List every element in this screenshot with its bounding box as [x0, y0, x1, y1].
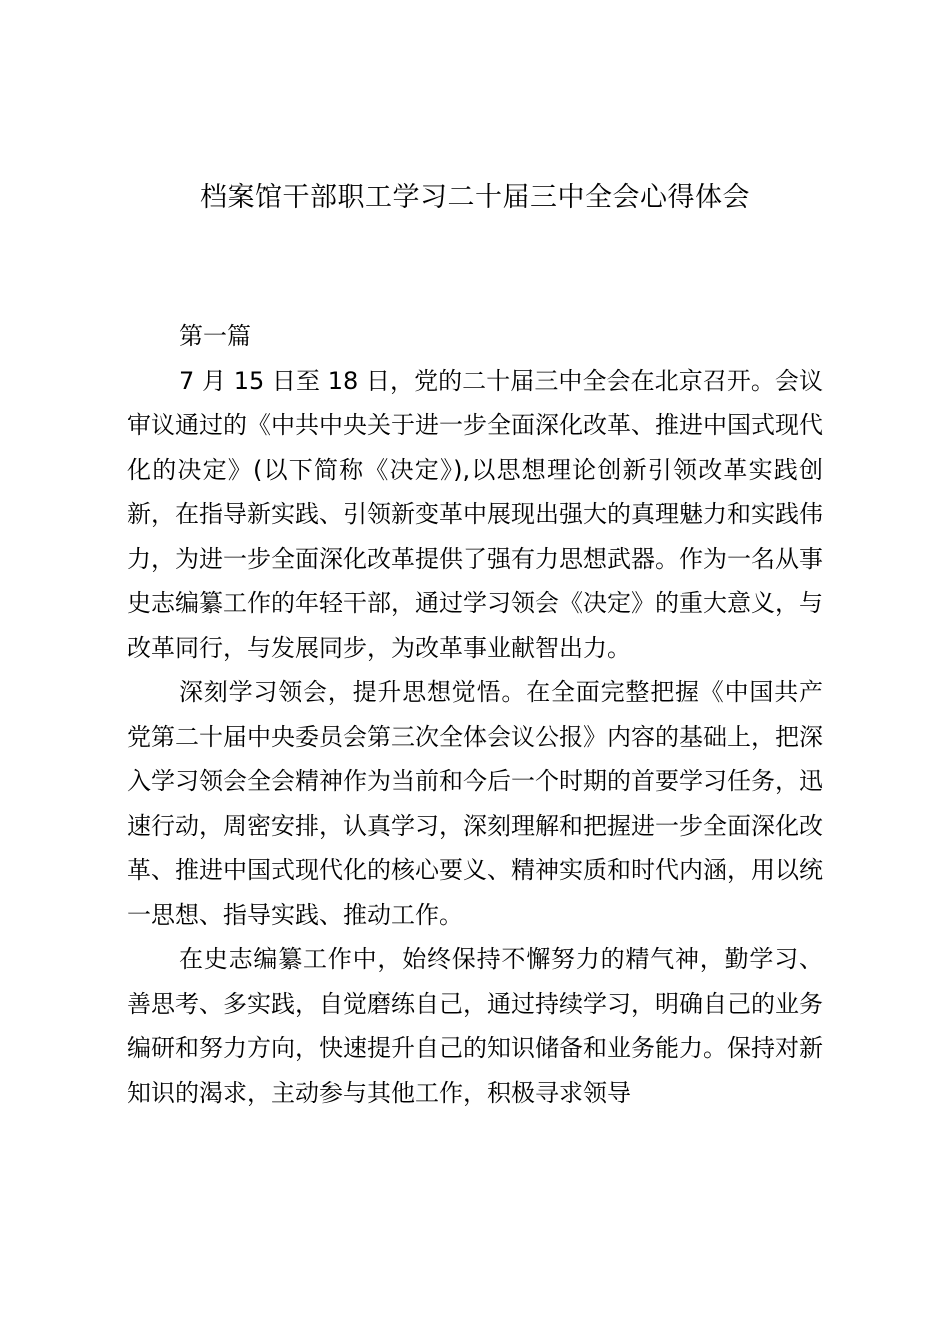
document-body: [127, 314, 823, 1115]
document-title: 档案馆干部职工学习二十届三中全会心得体会: [200, 182, 750, 213]
paragraph: 深刻学习领会，提升思想觉悟。在全面完整把握《中国共产党第二十届中央委员会第三次全体会议公报》内容的基础上，把深入学习领会全会精神作为当前和今后一个时期的首要学习任务，迅速行动，周密安排，认真学习，深刻理解和把握进一步全面深化改革、推进中国式现代化的核心要义、精神实质和时代内涵，用以统一思想、指导实践、推动工作。: [127, 678, 823, 929]
section-label: 第一篇: [179, 322, 251, 350]
paragraph: 在史志编纂工作中，始终保持不懈努力的精气神，勤学习、善思考、多实践，自觉磨练自己，通过持续学习，明确自己的业务编研和努力方向，快速提升自己的知识储备和业务能力。保持对新知识的渴求，主动参与其他工作，积极寻求领导: [127, 945, 823, 1107]
paragraph: 7 月 15 日至 18 日，党的二十届三中全会在北京召开。会议审议通过的《中共中央关于进一步全面深化改革、推进中国式现代化的决定》(以下简称《决定》),以思想理论创新引领改革实践创新，在指导新实践、引领新变革中展现出强大的真理魅力和实践伟力，为进一步全面深化改革提供了强有力思想武器。作为一名从事史志编纂工作的年轻干部，通过学习领会《决定》的重大意义，与改革同行，与发展同步，为改革事业献智出力。: [127, 366, 823, 662]
